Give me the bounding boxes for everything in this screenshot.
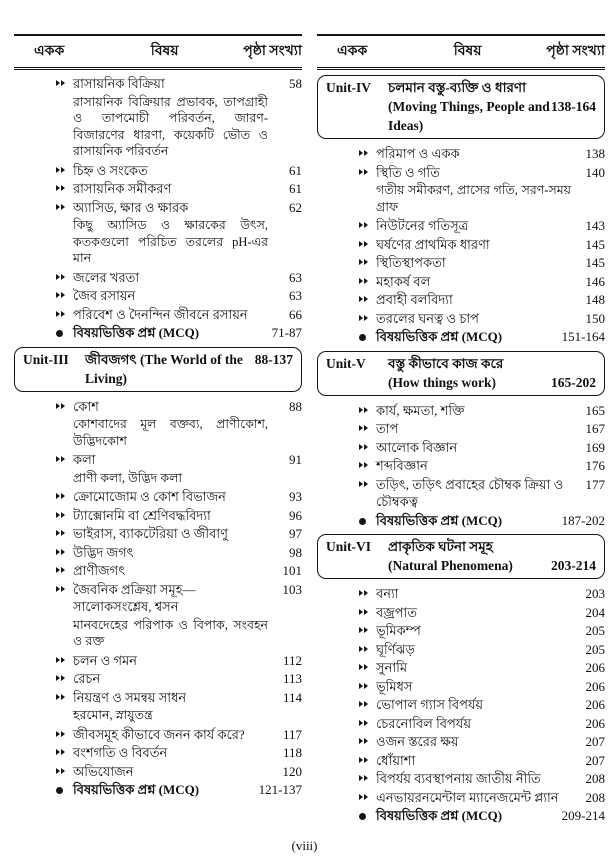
- unit-label: Unit-VI: [326, 539, 372, 554]
- entry-page: 112: [282, 652, 302, 668]
- dot-icon: [359, 328, 376, 341]
- fast-forward-icon: [359, 789, 376, 800]
- dot-icon: [56, 324, 73, 337]
- entry-title: স্থিতিস্থাপকতা: [376, 255, 446, 270]
- entry-title: তরলের ঘনত্ব ও চাপ: [376, 310, 479, 326]
- entry-title: কার্য, ক্ষমতা, শক্তি: [376, 402, 465, 418]
- entry-title: জৈব রসায়ন: [73, 288, 136, 303]
- entry-subtitle: রাসায়নিক বিক্রিয়ার প্রভাবক, তাপগ্রাহী ও তাপমোচী পরিবর্তন, জারণ-বিজারণের ধারণা, কয়েকটি ভৌত ও রাসায়নিক পরিবর্তন: [73, 94, 268, 158]
- column-header: [14, 34, 302, 70]
- toc-entry[interactable]: [14, 763, 302, 781]
- entry-subtitle: মানবদেহের পরিপাক ও বিপাক, সংবহন ও রক্ত: [73, 617, 268, 648]
- entry-page: 207: [585, 752, 605, 768]
- entry-page: 176: [585, 458, 605, 473]
- entry-title: পরিবেশ ও দৈনন্দিন জীবনে রসায়ন: [73, 306, 248, 322]
- toc-entry[interactable]: [14, 689, 302, 707]
- fast-forward-icon: [56, 689, 73, 700]
- entry-page: 187-202: [561, 512, 605, 528]
- entry-page: 205: [585, 623, 605, 638]
- fast-forward-icon: [56, 726, 73, 737]
- entry-page: 58: [289, 76, 302, 91]
- toc-entry[interactable]: [317, 678, 605, 696]
- fast-forward-icon: [359, 622, 376, 633]
- entry-page: 143: [585, 218, 605, 233]
- unit-pages: 203-214: [551, 558, 596, 573]
- entry-subtitle: গতীয় সমীকরণ, প্রাসের গতি, সরণ-সময় গ্রাফ: [376, 183, 571, 214]
- toc-entry[interactable]: [14, 162, 302, 180]
- entry-title: চলন ও গমন: [73, 652, 138, 668]
- toc-entry[interactable]: [317, 512, 605, 530]
- header-page-label: পৃষ্ঠা সংখ্যা: [243, 44, 302, 59]
- entry-page: 145: [585, 255, 605, 270]
- toc-entry[interactable]: [317, 807, 605, 825]
- entry-title: ভূমিধস: [376, 678, 413, 694]
- fast-forward-icon: [359, 585, 376, 596]
- entry-title: অভিযোজন: [73, 763, 134, 779]
- toc-entry[interactable]: [317, 789, 605, 807]
- fast-forward-icon: [359, 476, 376, 487]
- entry-subtitle: প্রাণী কলা, উদ্ভিদ কলা: [73, 470, 183, 485]
- toc-entry[interactable]: [14, 544, 302, 562]
- dot-icon: [359, 512, 376, 525]
- entry-title: বন্যা: [376, 586, 399, 601]
- fast-forward-icon: [56, 744, 73, 755]
- toc-entry[interactable]: [317, 622, 605, 640]
- entry-title: জীবসমূহ কীভাবে জনন কার্য করে?: [73, 726, 245, 742]
- toc-entry[interactable]: [317, 696, 605, 714]
- toc-entry[interactable]: [14, 562, 302, 580]
- toc-entry[interactable]: [14, 781, 302, 799]
- unit-label: Unit-IV: [326, 80, 372, 95]
- toc-entry[interactable]: [317, 476, 605, 511]
- unit-heading[interactable]: [317, 75, 605, 139]
- entry-title: কোশ: [73, 398, 99, 414]
- fast-forward-icon: [56, 507, 73, 518]
- toc-sections: [317, 75, 605, 825]
- toc-column-right: [317, 34, 605, 826]
- fast-forward-icon: [56, 199, 73, 210]
- toc-entry[interactable]: [317, 585, 605, 603]
- entry-page: 121-137: [258, 782, 302, 797]
- entry-title: ওজন স্তরের ক্ষয়: [376, 734, 459, 749]
- entry-title: নিয়ন্ত্রণ ও সমন্বয় সাধন: [73, 689, 187, 705]
- entry-page: 62: [289, 199, 302, 215]
- dot-icon: [56, 781, 73, 794]
- unit-title-bn: প্রাকৃতিক ঘটনা সমূহ: [388, 539, 493, 554]
- entry-title: উদ্ভিদ জগৎ: [73, 544, 134, 560]
- unit-heading-row: [326, 556, 596, 575]
- entry-page: 114: [282, 689, 302, 705]
- entry-title: এনভায়রনমেন্টাল ম্যানেজমেন্ট প্ল্যান: [376, 789, 559, 805]
- fast-forward-icon: [359, 770, 376, 781]
- unit-heading-row: [326, 537, 596, 556]
- toc-entry[interactable]: [14, 287, 302, 305]
- entry-title: শব্দবিজ্ঞান: [376, 458, 428, 473]
- entry-title: ক্রোমোজোম ও কোশ বিভাজন: [73, 489, 226, 504]
- toc-entry[interactable]: [14, 180, 302, 198]
- toc-entry[interactable]: [317, 164, 605, 182]
- entry-title: জৈবনিক প্রক্রিয়া সমূহ—সালোকসংশ্লেষ, শ্বসন: [73, 581, 196, 614]
- fast-forward-icon: [56, 75, 73, 86]
- entry-title: নিউটনের গতিসূত্র: [376, 218, 469, 233]
- fast-forward-icon: [56, 287, 73, 298]
- unit-heading-row: [326, 354, 596, 373]
- unit-title-bn: চলমান বস্তু-ব্যক্তি ও ধারণা: [388, 80, 526, 95]
- unit-title-en: (How things work): [388, 374, 497, 390]
- toc-entry[interactable]: [14, 744, 302, 762]
- toc-entry[interactable]: [14, 670, 302, 688]
- entry-page: 138: [585, 146, 605, 161]
- entry-title: পরিমাপ ও একক: [376, 146, 460, 161]
- entry-page: 151-164: [561, 329, 605, 344]
- fast-forward-icon: [359, 733, 376, 744]
- entry-subtitle: কোশবাদের মূল বক্তব্য, প্রাণীকোশ, উদ্ভিদকোশ: [73, 417, 268, 448]
- toc-entry[interactable]: [317, 715, 605, 733]
- entry-page: 71-87: [271, 325, 302, 340]
- entry-title: ভূমিকম্প: [376, 623, 421, 638]
- entry-title: ভাইরাস, ব্যাকটেরিয়া ও জীবাণু: [73, 526, 228, 541]
- toc-entry[interactable]: [317, 291, 605, 309]
- unit-pages: 138-164: [551, 99, 596, 114]
- entry-title: মহাকর্ষ বল: [376, 273, 431, 289]
- fast-forward-icon: [359, 715, 376, 726]
- fast-forward-icon: [359, 439, 376, 450]
- toc-entry[interactable]: [317, 236, 605, 254]
- entry-page: 167: [585, 421, 605, 436]
- entry-title: অ্যাসিড, ক্ষার ও ক্ষারক: [73, 199, 189, 215]
- toc-entry[interactable]: [317, 254, 605, 272]
- header-page-label: পৃষ্ঠা সংখ্যা: [546, 44, 605, 59]
- entry-title: সুনামি: [376, 660, 408, 675]
- unit-title-bn: জীবজগৎ (The World of the Living): [85, 351, 243, 386]
- toc-entry[interactable]: [14, 269, 302, 287]
- entry-page: 208: [585, 789, 605, 805]
- entry-subtitle: কিছু অ্যাসিড ও ক্ষারকের উৎস, কতকগুলো পরিচিত তরলের pH-এর মান: [73, 218, 268, 265]
- entry-title: রাসায়নিক সমীকরণ: [73, 181, 172, 196]
- entry-page: 177: [585, 476, 605, 492]
- toc-column-left: [14, 34, 302, 826]
- fast-forward-icon: [56, 180, 73, 191]
- toc-entry[interactable]: [14, 581, 302, 616]
- toc-entry[interactable]: [317, 145, 605, 163]
- entry-page: 101: [282, 563, 302, 578]
- entry-page: 113: [282, 671, 302, 686]
- fast-forward-icon: [359, 420, 376, 431]
- entry-page: 63: [289, 269, 302, 285]
- entry-title: বিষয়ভিত্তিক প্রশ্ন (MCQ): [376, 808, 503, 823]
- fast-forward-icon: [56, 581, 73, 592]
- fast-forward-icon: [359, 457, 376, 468]
- entry-title: ভোপাল গ্যাস বিপর্যয়: [376, 697, 484, 712]
- toc-entry[interactable]: [317, 310, 605, 328]
- entry-title: বিষয়ভিত্তিক প্রশ্ন (MCQ): [376, 512, 503, 528]
- header-unit-label: একক: [34, 44, 65, 59]
- entry-title: বজ্রপাত: [376, 604, 417, 620]
- entry-title: ট্যাক্সোনমি বা শ্রেণিবদ্ধবিদ্যা: [73, 507, 211, 523]
- entry-page: 140: [585, 164, 605, 180]
- toc-entry[interactable]: [317, 770, 605, 788]
- entry-title: রেচন: [73, 671, 101, 686]
- unit-heading-row: [326, 373, 596, 392]
- fast-forward-icon: [359, 659, 376, 670]
- entry-page: 206: [585, 660, 605, 675]
- entry-title: বিষয়ভিত্তিক প্রশ্ন (MCQ): [73, 782, 200, 797]
- toc-entry[interactable]: [317, 273, 605, 291]
- entry-title: আলোক বিজ্ঞান: [376, 439, 458, 455]
- entry-title: জলের খরতা: [73, 269, 140, 285]
- entry-title: বিপর্যয় ব্যবস্থাপনায় জাতীয় নীতি: [376, 771, 541, 786]
- unit-heading-row: [23, 350, 293, 388]
- fast-forward-icon: [359, 217, 376, 228]
- entry-page: 91: [289, 452, 302, 467]
- entry-page: 209-214: [561, 808, 605, 823]
- unit-title-en: (Natural Phenomena): [388, 558, 513, 573]
- entry-title: প্রবাহী বলবিদ্যা: [376, 292, 453, 307]
- entry-title: চিহ্ন ও সংকেত: [73, 162, 148, 178]
- toc-entry[interactable]: [14, 451, 302, 469]
- page-number: (viii): [291, 837, 318, 853]
- toc-entry[interactable]: [317, 752, 605, 770]
- header-unit-label: একক: [337, 44, 368, 59]
- toc-entry[interactable]: [14, 652, 302, 670]
- fast-forward-icon: [359, 604, 376, 615]
- fast-forward-icon: [56, 544, 73, 555]
- entry-page: 203: [585, 586, 605, 601]
- toc-entry[interactable]: [14, 525, 302, 543]
- entry-page: 206: [585, 697, 605, 712]
- toc-sections: [14, 75, 302, 799]
- toc-entry[interactable]: [14, 324, 302, 342]
- fast-forward-icon: [359, 236, 376, 247]
- fast-forward-icon: [56, 562, 73, 573]
- entry-page: 150: [585, 310, 605, 326]
- fast-forward-icon: [359, 310, 376, 321]
- entry-page: 145: [585, 236, 605, 252]
- toc-entry[interactable]: [317, 659, 605, 677]
- header-subject-label: বিষয়: [150, 44, 179, 59]
- entry-title: বিষয়ভিত্তিক প্রশ্ন (MCQ): [73, 325, 200, 340]
- unit-heading[interactable]: [317, 351, 605, 396]
- entry-page: 206: [585, 715, 605, 731]
- entry-page: 93: [289, 489, 302, 504]
- fast-forward-icon: [359, 752, 376, 763]
- entry-title: স্থিতি ও গতি: [376, 164, 440, 180]
- entry-page: 207: [585, 734, 605, 749]
- entry-page: 118: [282, 745, 302, 760]
- entry-title: রাসায়নিক বিক্রিয়া: [73, 76, 165, 91]
- entry-page: 61: [289, 181, 302, 196]
- entry-subtitle: হরমোন, স্নায়ুতন্ত্র: [73, 708, 153, 722]
- fast-forward-icon: [359, 402, 376, 413]
- toc-entry[interactable]: [317, 457, 605, 475]
- toc-entry[interactable]: [14, 398, 302, 416]
- toc-entry[interactable]: [14, 726, 302, 744]
- entry-page: 120: [282, 763, 302, 779]
- fast-forward-icon: [359, 164, 376, 175]
- entry-page: 96: [289, 507, 302, 523]
- toc-entry[interactable]: [14, 488, 302, 506]
- fast-forward-icon: [359, 678, 376, 689]
- toc-entry[interactable]: [14, 199, 302, 217]
- column-header: [317, 34, 605, 70]
- entry-page: 97: [289, 526, 302, 541]
- toc-entry[interactable]: [317, 439, 605, 457]
- toc-entry[interactable]: [317, 402, 605, 420]
- entry-title: বিষয়ভিত্তিক প্রশ্ন (MCQ): [376, 329, 503, 344]
- entry-page: 117: [282, 726, 302, 742]
- fast-forward-icon: [359, 254, 376, 265]
- toc-columns: [14, 34, 605, 826]
- toc-entry[interactable]: [14, 507, 302, 525]
- fast-forward-icon: [359, 641, 376, 652]
- entry-title: বংশগতি ও বিবর্তন: [73, 745, 168, 760]
- unit-pages: 165-202: [551, 374, 596, 390]
- entry-title: কলা: [73, 452, 96, 467]
- entry-page: 208: [585, 771, 605, 786]
- fast-forward-icon: [359, 291, 376, 302]
- dot-icon: [359, 807, 376, 820]
- entry-page: 169: [585, 439, 605, 455]
- toc-entry[interactable]: [317, 733, 605, 751]
- unit-label: Unit-V: [326, 355, 366, 371]
- toc-entry[interactable]: [317, 217, 605, 235]
- fast-forward-icon: [56, 670, 73, 681]
- fast-forward-icon: [56, 525, 73, 536]
- toc-entry[interactable]: [317, 604, 605, 622]
- toc-entry[interactable]: [14, 306, 302, 324]
- entry-title: প্রাণীজগৎ: [73, 563, 126, 578]
- entry-title: চেরনোবিল বিপর্যয়: [376, 715, 472, 731]
- entry-page: 98: [289, 544, 302, 560]
- fast-forward-icon: [56, 763, 73, 774]
- header-subject-label: বিষয়: [453, 44, 482, 59]
- entry-page: 88: [289, 398, 302, 414]
- unit-pages: 88-137: [254, 351, 293, 367]
- unit-heading[interactable]: [14, 347, 302, 392]
- entry-title: ঘূর্ণিঝড়: [376, 641, 415, 657]
- entry-page: 205: [585, 641, 605, 657]
- unit-heading[interactable]: [317, 534, 605, 579]
- unit-title-en: (Moving Things, People and Ideas): [388, 99, 550, 133]
- entry-page: 63: [289, 288, 302, 303]
- fast-forward-icon: [56, 398, 73, 409]
- entry-page: 146: [585, 273, 605, 289]
- fast-forward-icon: [359, 696, 376, 707]
- unit-label: Unit-III: [23, 351, 69, 367]
- fast-forward-icon: [56, 269, 73, 280]
- entry-page: 148: [585, 292, 605, 307]
- fast-forward-icon: [56, 306, 73, 317]
- entry-page: 66: [289, 306, 302, 322]
- toc-entry[interactable]: [317, 641, 605, 659]
- unit-heading-row: [326, 97, 596, 135]
- entry-page: 204: [585, 604, 605, 620]
- fast-forward-icon: [359, 273, 376, 284]
- unit-title-bn: বস্তু কীভাবে কাজ করে: [388, 355, 504, 371]
- entry-title: তাপ: [376, 421, 399, 436]
- fast-forward-icon: [359, 145, 376, 156]
- entry-title: ঘর্ষণের প্রাথমিক ধারণা: [376, 236, 490, 252]
- fast-forward-icon: [56, 451, 73, 462]
- entry-page: 61: [289, 162, 302, 178]
- fast-forward-icon: [56, 652, 73, 663]
- entry-page: 103: [282, 581, 302, 597]
- fast-forward-icon: [56, 488, 73, 499]
- fast-forward-icon: [56, 162, 73, 173]
- entry-title: তড়িৎ, তড়িৎ প্রবাহের চৌম্বক ক্রিয়া ও চৌম্বকত্ব: [376, 476, 564, 509]
- toc-entry[interactable]: [317, 420, 605, 438]
- entry-page: 165: [585, 402, 605, 418]
- unit-heading-row: [326, 78, 596, 97]
- entry-title: ধোঁয়াশা: [376, 752, 416, 768]
- entry-page: 206: [585, 678, 605, 694]
- toc-entry[interactable]: [14, 75, 302, 93]
- toc-entry[interactable]: [317, 328, 605, 346]
